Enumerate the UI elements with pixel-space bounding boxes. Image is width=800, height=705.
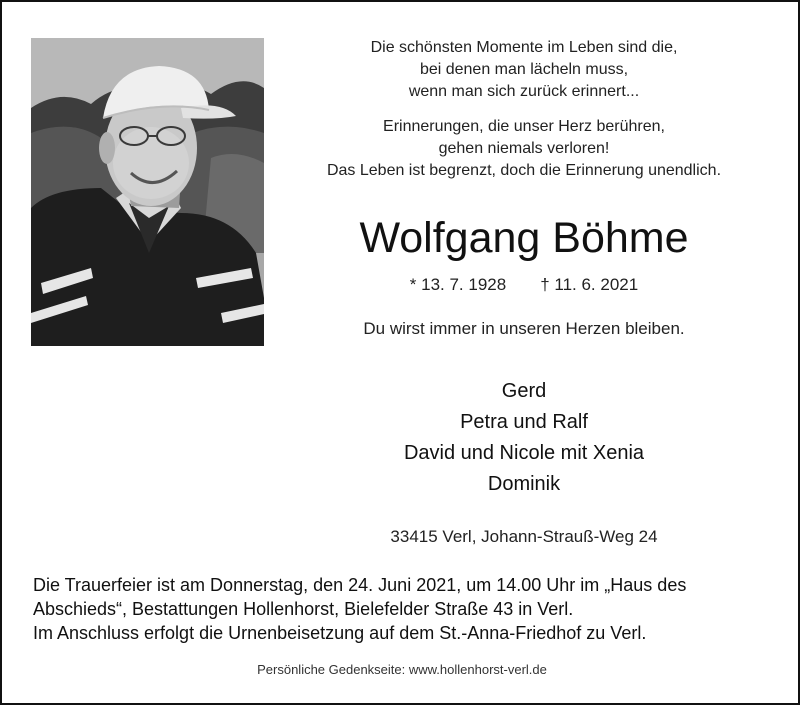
family-address: 33415 Verl, Johann-Strauß-Weg 24 bbox=[390, 527, 658, 546]
memorial-page-link[interactable]: Persönliche Gedenkseite: www.hollenhorst-verl.de bbox=[257, 662, 547, 677]
family-list bbox=[284, 376, 764, 500]
memorial-quote-second bbox=[284, 116, 764, 182]
quote-line: wenn man sich zurück erinnert... bbox=[408, 83, 640, 100]
memorial-motto: Du wirst immer in unseren Herzen bleiben. bbox=[363, 319, 685, 338]
family-member: Gerd bbox=[501, 380, 547, 402]
family-member: Dominik bbox=[487, 473, 561, 495]
quote-line: Erinnerungen, die unser Herz berühren, bbox=[383, 118, 665, 135]
service-line: Die Trauerfeier ist am Donnerstag, den 24. Juni 2021, um 14.00 Uhr im „Haus des bbox=[33, 575, 687, 595]
life-dates bbox=[284, 274, 764, 296]
family-member: Petra und Ralf bbox=[460, 411, 588, 433]
quote-line: gehen niemals verloren! bbox=[438, 140, 610, 157]
deceased-name: Wolfgang Böhme bbox=[359, 214, 689, 262]
quote-line: Die schönsten Momente im Leben sind die, bbox=[370, 39, 678, 56]
death-date: † 11. 6. 2021 bbox=[540, 275, 639, 294]
family-member: David und Nicole mit Xenia bbox=[403, 442, 645, 464]
memorial-quote-first bbox=[284, 37, 764, 103]
service-line: Abschieds“, Bestattungen Hollenhorst, Bielefelder Straße 43 in Verl. bbox=[33, 599, 574, 619]
funeral-service-info bbox=[33, 573, 778, 645]
birth-date: * 13. 7. 1928 bbox=[409, 275, 507, 294]
portrait-photo bbox=[31, 38, 264, 346]
quote-line: bei denen man lächeln muss, bbox=[419, 61, 629, 78]
service-line: Im Anschluss erfolgt die Urnenbeisetzung auf dem St.-Anna-Friedhof zu Verl. bbox=[33, 623, 647, 643]
quote-line: Das Leben ist begrenzt, doch die Erinnerung unendlich. bbox=[326, 162, 722, 179]
